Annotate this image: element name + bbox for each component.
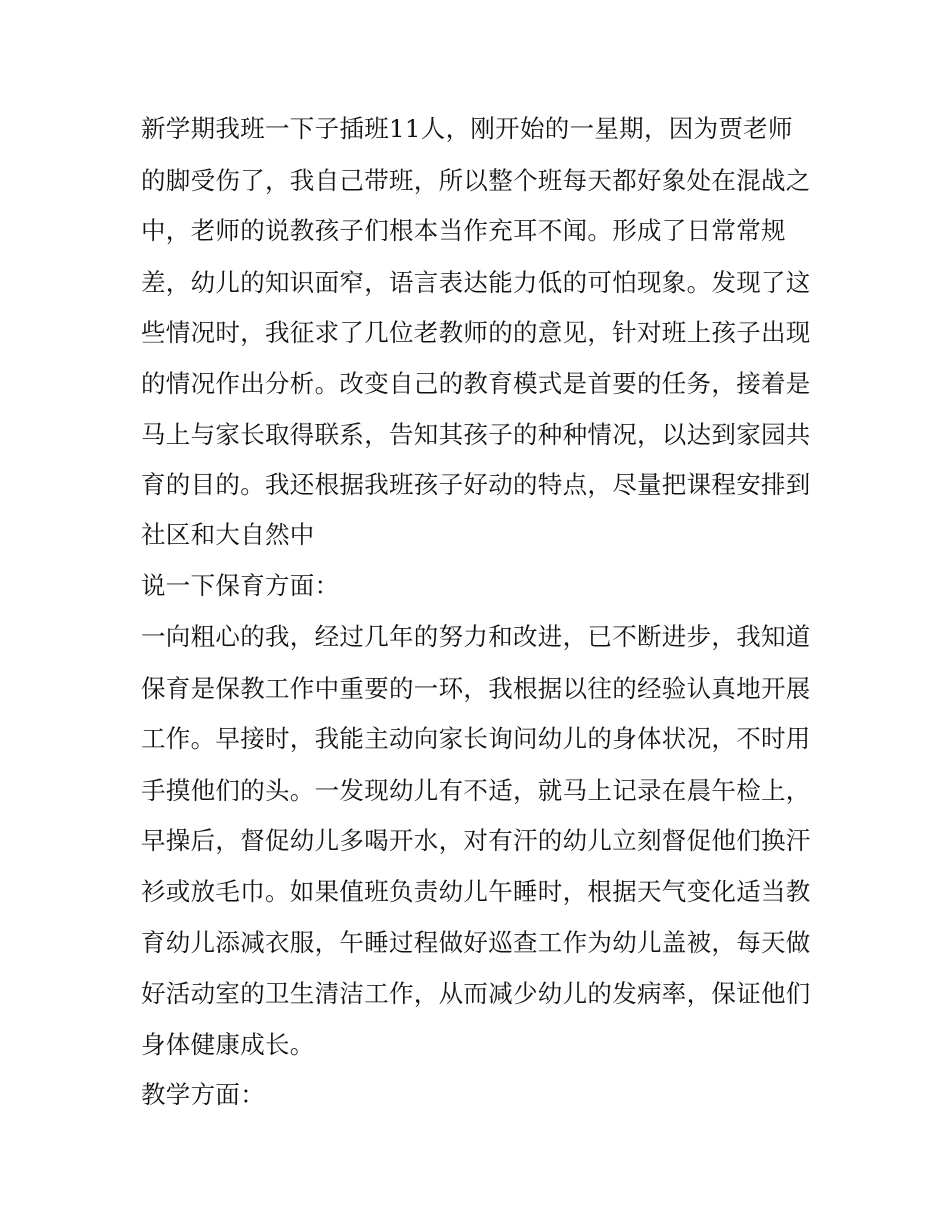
text-line: 保育是保教工作中重要的一环，我根据以往的经验认真地开展: [141, 674, 811, 703]
text-line: 手摸他们的头。一发现幼儿有不适，就马上记录在晨午检上，: [141, 776, 811, 805]
text-line: 早操后，督促幼儿多喝开水，对有汗的幼儿立刻督促他们换汗: [141, 826, 811, 855]
section-heading-teaching: 教学方面：: [141, 1080, 265, 1109]
text-line: 马上与家长取得联系，告知其孩子的种种情况，以达到家园共: [141, 420, 811, 449]
text-line: 的脚受伤了，我自己带班，所以整个班每天都好象处在混战之: [141, 166, 811, 195]
section-heading-care: 说一下保育方面：: [141, 571, 340, 600]
text-line: 一向粗心的我，经过几年的努力和改进，已不断进步，我知道: [141, 622, 811, 651]
text-line: 新学期我班一下子插班11人，刚开始的一星期，因为贾老师: [141, 114, 793, 143]
text-line: 社区和大自然中: [141, 520, 315, 549]
text-line: 育幼儿添减衣服，午睡过程做好巡查工作为幼儿盖被，每天做: [141, 928, 811, 957]
text-line: 育的目的。我还根据我班孩子好动的特点，尽量把课程安排到: [141, 470, 811, 499]
text-line: 身体健康成长。: [141, 1030, 315, 1059]
text-line: 些情况时，我征求了几位老教师的的意见，针对班上孩子出现: [141, 318, 811, 347]
text-line: 工作。早接时，我能主动向家长询问幼儿的身体状况，不时用: [141, 724, 811, 753]
text-line: 好活动室的卫生清洁工作，从而减少幼儿的发病率，保证他们: [141, 979, 811, 1008]
text-line: 差，幼儿的知识面窄，语言表达能力低的可怕现象。发现了这: [141, 268, 811, 297]
text-line: 衫或放毛巾。如果值班负责幼儿午睡时，根据天气变化适当教: [141, 877, 811, 906]
text-line: 中，老师的说教孩子们根本当作充耳不闻。形成了日常常规: [141, 216, 786, 245]
text-line: 的情况作出分析。改变自己的教育模式是首要的任务，接着是: [141, 369, 811, 398]
